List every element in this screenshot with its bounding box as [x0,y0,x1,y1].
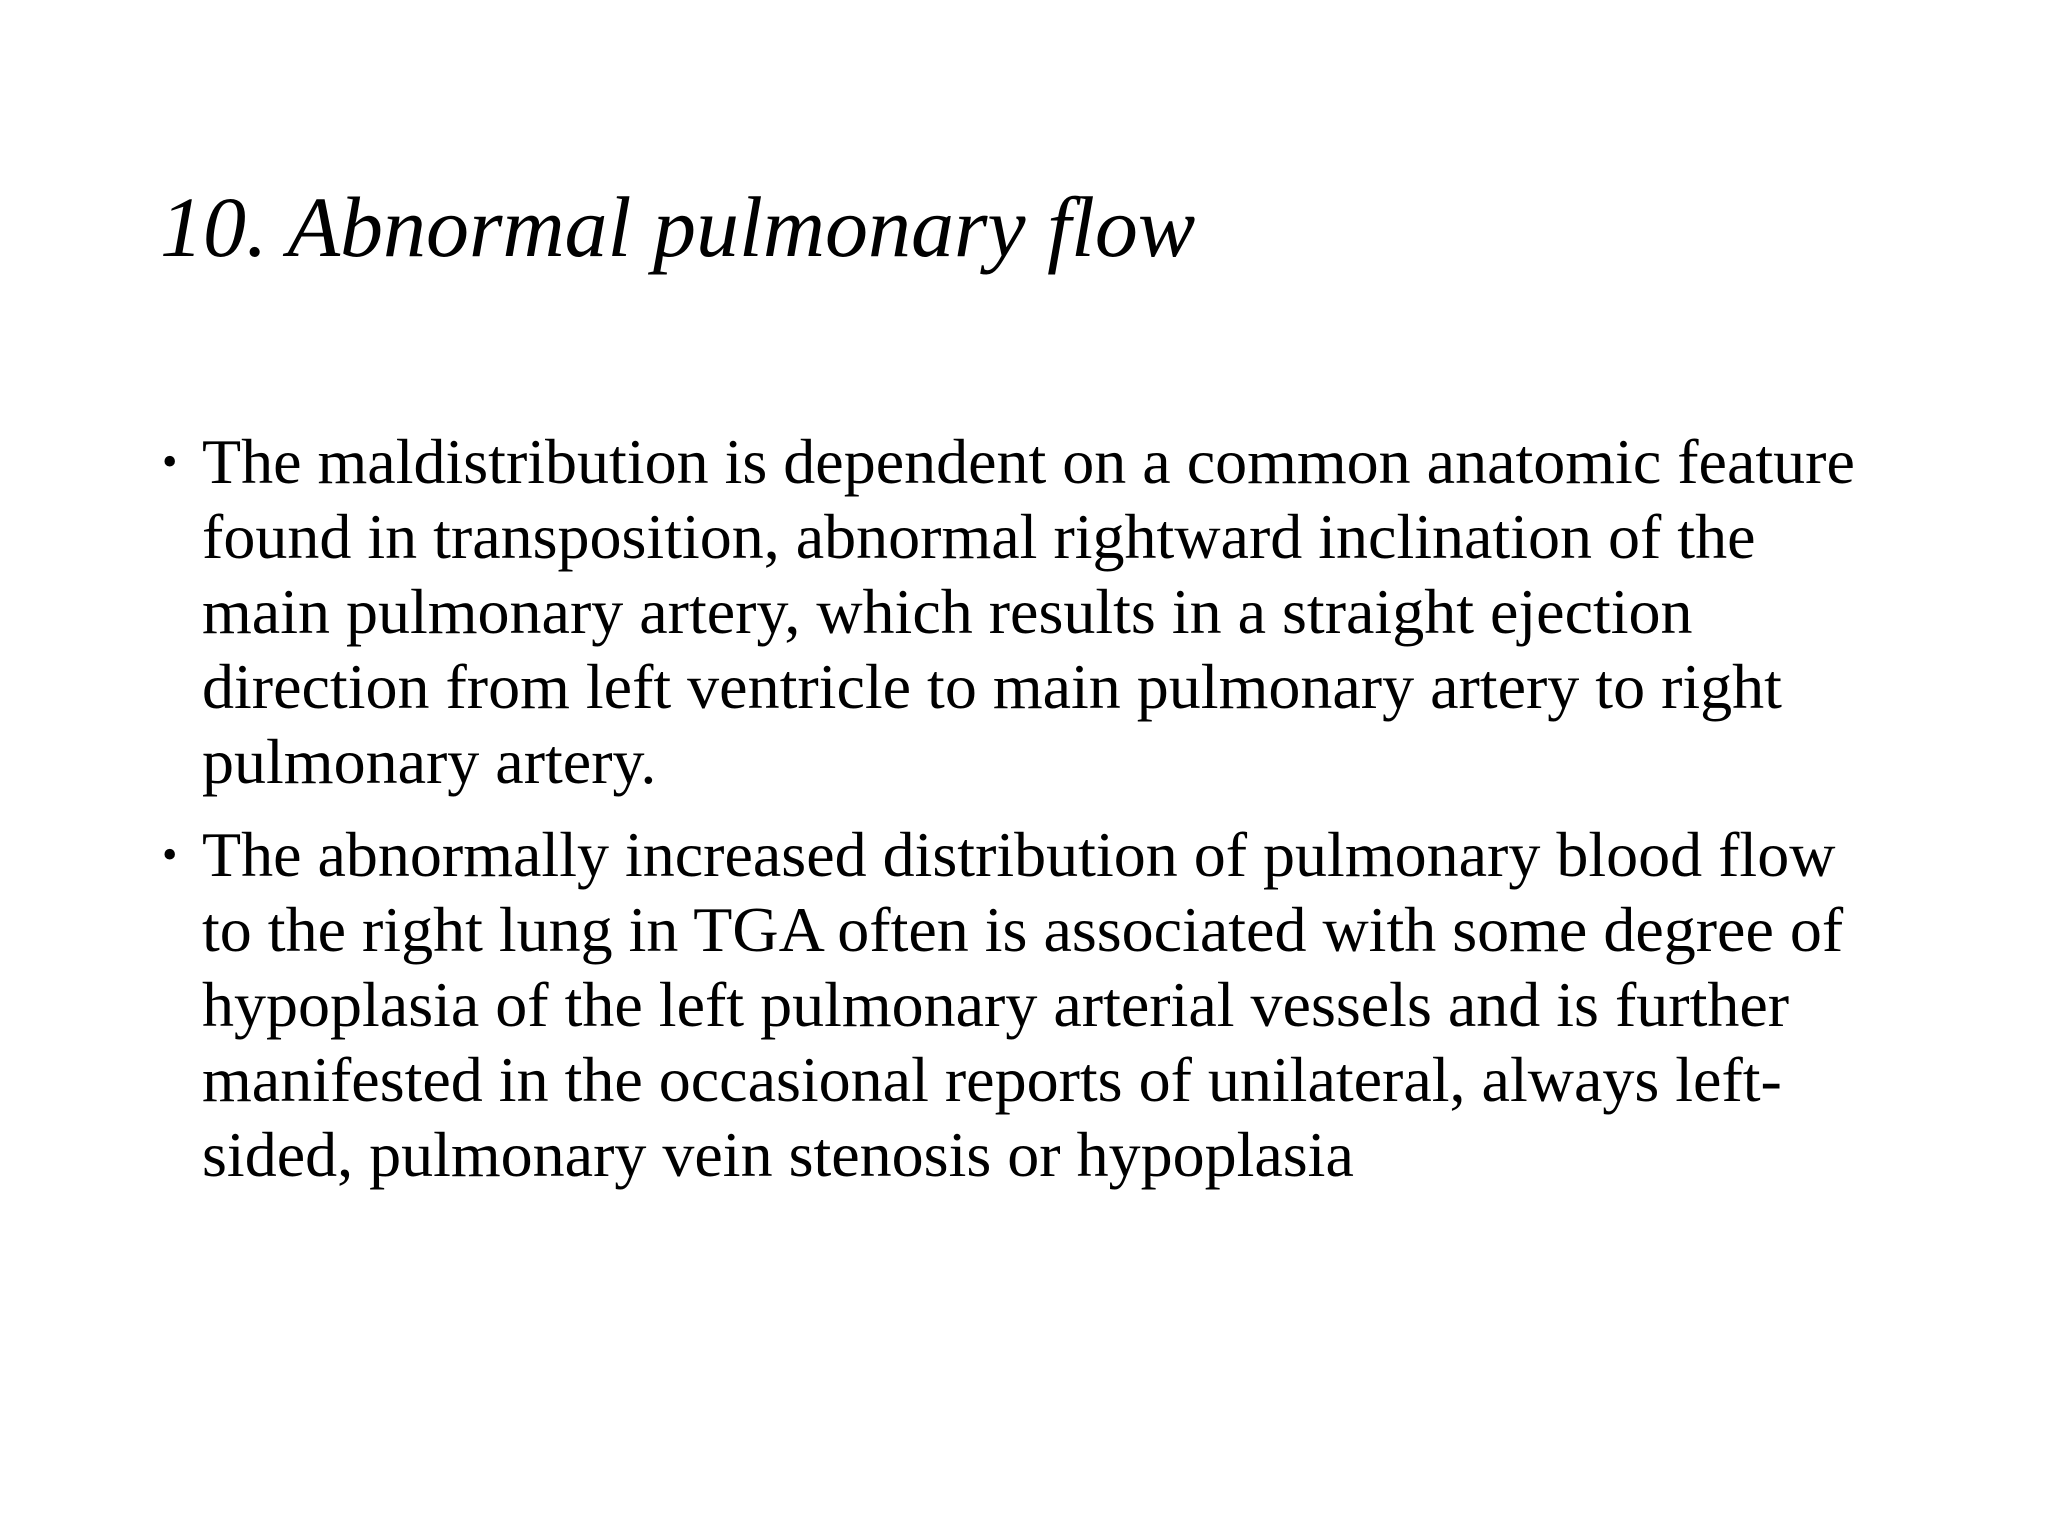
bullet-list [160,424,1880,1210]
bullet-dot-icon: • [162,830,178,879]
bullet-text: The maldistribution is dependent on a common anatomic feature found in transposition, abnormal rightward inclination of the main pulmonary artery, which results in a straight ejection direction from left ventricle to main pulmonary artery to right pulmonary artery. [202,426,1855,797]
bullet-item [160,817,1880,1192]
bullet-text: The abnormally increased distribution of pulmonary blood flow to the right lung in TGA often is associated with some degree of hypoplasia of the left pulmonary arterial vessels and is further manifested in the occasional reports of unilateral, always left-sided, pulmonary vein stenosis or hypoplasia [202,819,1844,1190]
slide-title: 10. Abnormal pulmonary flow [160,179,1196,275]
bullet-item [160,424,1880,799]
bullet-dot-icon: • [162,437,178,486]
